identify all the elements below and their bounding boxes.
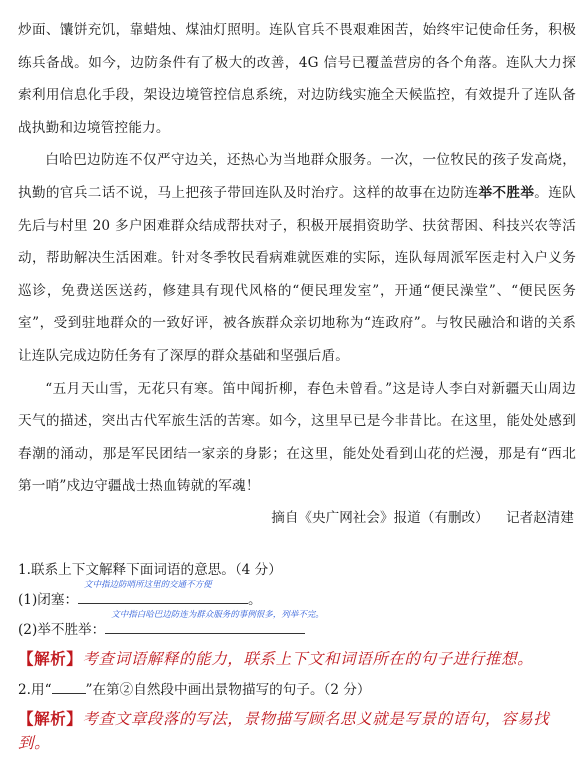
document-page (18, 14, 576, 759)
question-2-title (18, 675, 576, 705)
paragraph-2-part-a: 白哈巴边防连不仅严守边关，还热心为当地群众服务。一次，一位牧民的孩子发高烧，执勤的官兵二话不说，马上把孩子带回连队及时治疗。这样的故事在边防连 (18, 152, 576, 201)
question-1 (18, 555, 576, 671)
question-2-blank (52, 681, 86, 694)
question-1-sub-2 (18, 609, 576, 645)
question-2 (18, 675, 576, 755)
paragraph-2-part-b: 。连队先后与村里 20 多户困难群众结成帮扶对子，积极开展捐资助学、扶贫帮困、科技兴农等活动，帮助解决生活困难。针对冬季牧民看病难就医难的实际，连队每周派军医走村入户义务巡诊，免费送医送药，修建具有现代风格的“便民理发室”，开通“便民澡堂”、“便民医务室”，受到驻地群众的一致好评，被各族群众亲切地称为“连政府”。与牧民融洽和谐的关系让连队完成边防任务有了深厚的群众基础和坚强后盾。 (18, 184, 576, 364)
article-paragraph-2 (18, 144, 576, 372)
sub-1-handwritten-answer: 文中指边防哨所这里的交通不方便 (84, 579, 212, 590)
question-2-title-a: 2.用“ (18, 681, 52, 698)
sub-1-label: (1)闭塞： (18, 591, 79, 608)
article-paragraph-1: 炒面、馕饼充饥，靠蜡烛、煤油灯照明。连队官兵不畏艰难困苦，始终牢记使命任务，积极练兵备战。如今，边防条件有了极大的改善，4G 信号已覆盖营房的各个角落。连队大力探索利用信息化手段，架设边境管控信息系统，对边防线实施全天候监控，有效提升了连队备战执勤和边境管控能力。 (18, 22, 576, 136)
bold-phrase: 举不胜举 (478, 184, 535, 201)
question-2-analysis (18, 707, 576, 755)
sub-2-handwritten-answer: 文中指白哈巴边防连为群众服务的事例很多，列举不完。 (111, 609, 324, 620)
question-1-analysis (18, 647, 576, 671)
analysis-text: 考查词语解释的能力，联系上下文和词语所在的句子进行推想。 (82, 649, 534, 668)
analysis-tag: 【解析】 (18, 708, 83, 728)
sub-2-answer-line (105, 609, 324, 634)
question-1-title: 1.联系上下文解释下面词语的意思。（4 分） (18, 561, 282, 578)
sub-1-end: 。 (248, 591, 262, 608)
sub-2-label: (2)举不胜举： (18, 621, 106, 638)
analysis-tag: 【解析】 (18, 648, 83, 668)
article-paragraph-3: “五月天山雪，无花只有寒。笛中闻折柳，春色未曾看。”这是诗人李白对新疆天山周边天气的描述，突出古代军旅生活的苦寒。如今，这里早已是今非昔比。在这里，能处处感到春潮的涌动，那是军民团结一家亲的身影；在这里，能处处看到山花的烂漫，那是有“西北第一哨”戍边守疆战士热血铸就的军魂！ (18, 380, 576, 495)
article-source: 摘自《央广网社会》报道（有删改） 记者赵清建 (271, 509, 574, 526)
analysis-text: 考查文章段落的写法，景物描写顾名思义就是写景的语句，容易找到。 (18, 709, 550, 752)
question-2-title-b: ”在第②自然段中画出景物描写的句子。（2 分） (85, 681, 371, 698)
